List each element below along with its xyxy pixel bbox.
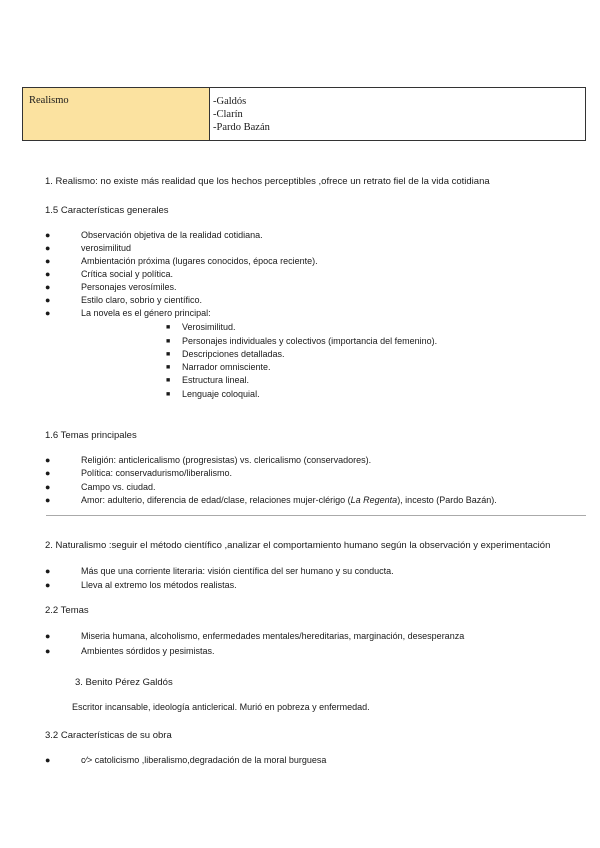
section-heading-realismo: 1. Realismo: no existe más realidad que los hechos perceptibles ,ofrece un retrato fiel de la vida cotidiana (45, 176, 490, 187)
subheading-caracteristicas: 1.5 Características generales (45, 205, 169, 216)
author-item: -Clarín (213, 109, 243, 120)
horizontal-rule (46, 515, 586, 516)
table-cell-authors (210, 88, 585, 140)
subheading-temas-principales: 1.6 Temas principales (45, 430, 137, 441)
table-cell-movement: Realismo (23, 88, 210, 140)
author-item: -Galdós (213, 96, 247, 107)
paragraph-galdos: Escritor incansable, ideología anticlerical. Murió en pobreza y enfermedad. (72, 702, 370, 712)
section-heading-naturalismo: 2. Naturalismo :seguir el método científico ,analizar el comportamiento humano según la observación y experimentación (45, 540, 551, 551)
section-heading-galdos: 3. Benito Pérez Galdós (75, 677, 173, 688)
author-item: -Pardo Bazán (213, 122, 270, 133)
summary-table (22, 87, 586, 141)
work-title: La Regenta (350, 495, 398, 505)
subheading-temas: 2.2 Temas (45, 605, 89, 616)
subheading-caracteristicas-obra: 3.2 Características de su obra (45, 730, 172, 741)
